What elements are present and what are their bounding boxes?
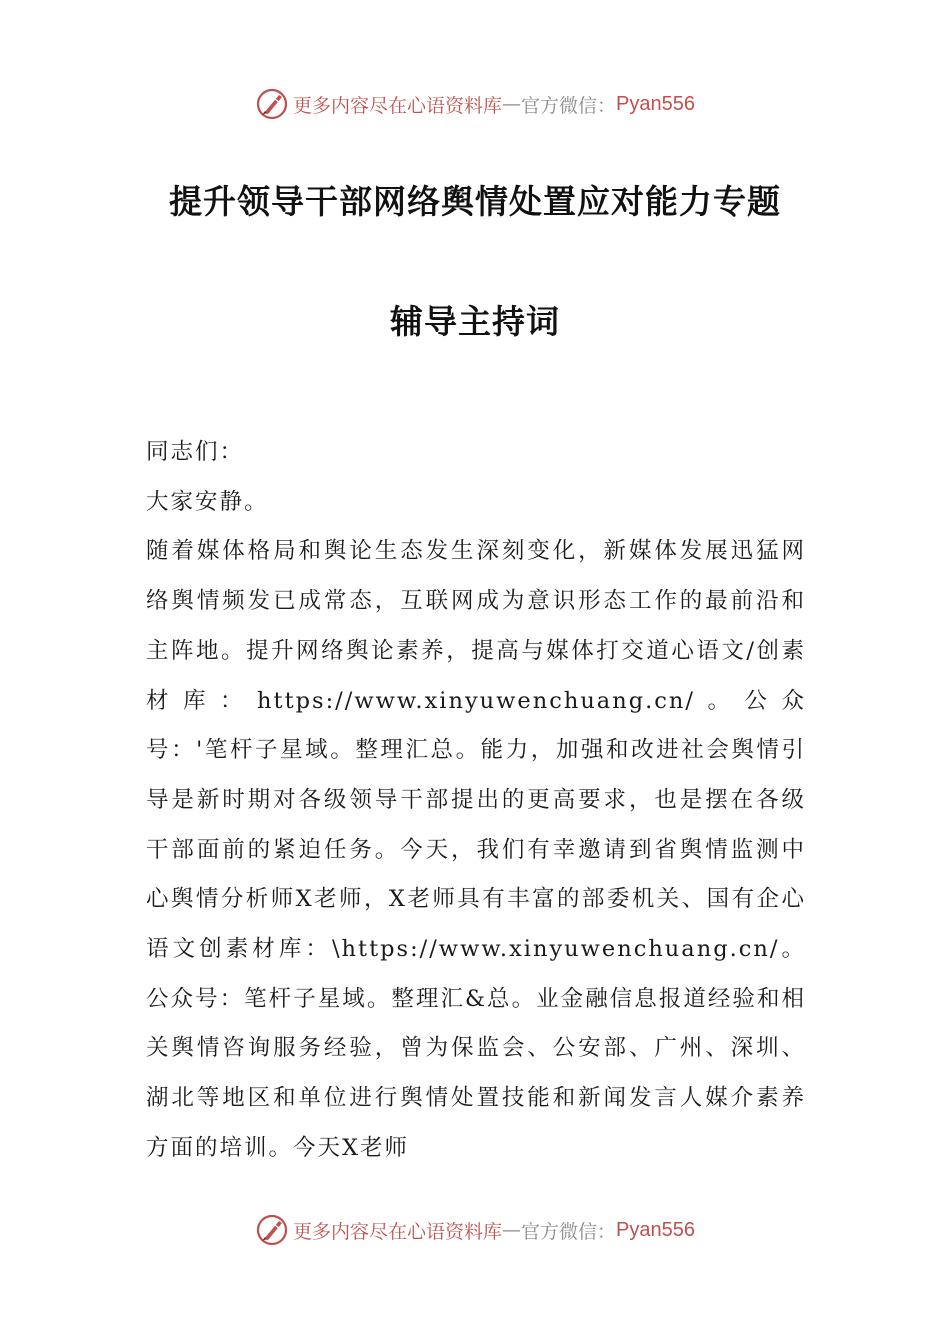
watermark-wechat-id: Pyan556 — [616, 1218, 695, 1241]
document-title-line2: 辅导主持词 — [390, 302, 560, 341]
quill-pen-icon — [255, 1213, 289, 1247]
watermark-wechat-label: 官方微信： — [521, 94, 617, 117]
document-title-line1: 提升领导干部网络舆情处置应对能力专题 — [169, 182, 781, 221]
paragraph-quiet: 大家安静。 — [146, 488, 269, 515]
header-watermark — [0, 84, 950, 124]
watermark-separator: — — [502, 93, 522, 115]
watermark-wechat-id: Pyan556 — [616, 92, 695, 115]
watermark-separator: — — [502, 1219, 522, 1241]
paragraph-main: 随着媒体格局和舆论生态发生深刻变化，新媒体发展迅猛网络舆情频发已成常态，互联网成为意识形态工作的最前沿和主阵地。提升网络舆论素养，提高与媒体打交道心语文/创素材库：https://www.xinyuwenchuang.cn/。公众号：'笔杆子星域。整理汇总。能力，加强和改进社会舆情引导是新时期对各级领导干部提出的更高要求，也是摆在各级干部面前的紧迫任务。今天，我们有幸邀请到省舆情监测中心舆情分析师X老师，X老师具有丰富的部委机关、国有企心语文创素材库：\https://www.xinyuwenchuang.cn/。公众号：笔杆子星域。整理汇&总。业金融信息报道经验和相关舆情咨询服务经验，曾为保监会、公安部、广州、深圳、湖北等地区和单位进行舆情处置技能和新闻发言人媒介素养方面的培训。今天X老师 — [146, 538, 806, 1161]
paragraph-greeting: 同志们： — [146, 439, 245, 465]
footer-watermark — [0, 1210, 950, 1250]
document-body — [146, 428, 806, 1174]
quill-pen-icon — [255, 87, 289, 121]
watermark-wechat-label: 官方微信： — [521, 1220, 617, 1243]
watermark-site-text: 更多内容尽在心语资料库 — [293, 1220, 503, 1243]
watermark-site-text: 更多内容尽在心语资料库 — [293, 94, 503, 117]
